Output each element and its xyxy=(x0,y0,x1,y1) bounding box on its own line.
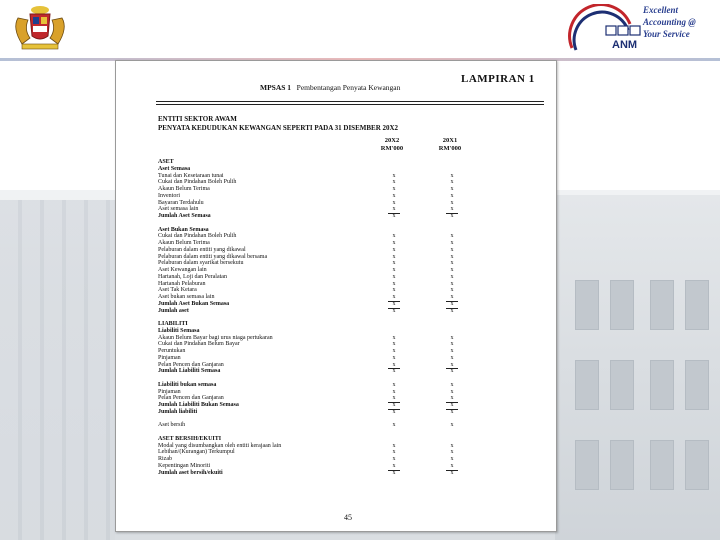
row-value-current: x xyxy=(392,233,396,240)
row-value-prior: x xyxy=(450,388,454,395)
row-value-prior: x xyxy=(446,294,458,302)
row-value-prior: x xyxy=(446,206,458,214)
row-value-prior: x xyxy=(450,287,454,294)
row-label: Jumlah liabiliti xyxy=(158,408,198,415)
statement-row xyxy=(158,355,498,362)
row-value-prior: x xyxy=(450,186,454,192)
statement-row xyxy=(158,335,498,342)
statement-row xyxy=(158,328,498,335)
row-value-current: x xyxy=(388,463,400,471)
row-value-prior: x xyxy=(450,449,454,456)
row-label: Liabiliti Semasa xyxy=(158,327,200,334)
row-label: Aset Tak Ketara xyxy=(158,287,197,294)
row-value-current: x xyxy=(392,186,396,192)
statement-row xyxy=(158,368,498,375)
row-value-current: x xyxy=(392,348,396,354)
statement-row xyxy=(158,267,498,274)
row-value-prior: x xyxy=(450,456,454,462)
row-value-prior: x xyxy=(450,442,454,449)
statement-row xyxy=(158,449,498,456)
row-value-prior: x xyxy=(446,301,458,309)
row-value-prior: x xyxy=(450,192,454,199)
row-label: ASET BERSIH/EKUITI xyxy=(158,435,222,442)
background-tower-right xyxy=(555,195,720,540)
row-value-current: x xyxy=(392,179,396,186)
row-label: Bayaran Terdahulu xyxy=(158,199,204,206)
background-tower-left xyxy=(0,200,115,540)
row-value-current: x xyxy=(392,287,396,294)
row-value-current: x xyxy=(392,388,396,395)
row-value-prior: x xyxy=(450,172,454,179)
statement-row xyxy=(158,301,498,308)
row-value-current: x xyxy=(388,206,400,214)
row-label: Pinjaman xyxy=(158,354,181,361)
row-label: Hartanah, Loji dan Peralatan xyxy=(158,273,227,280)
row-value-current: x xyxy=(392,273,396,280)
anm-wordmark: ANM xyxy=(612,39,638,51)
row-label: Pelaburan dalam entiti yang dikawal xyxy=(158,246,246,253)
row-value-current: x xyxy=(392,260,396,267)
row-value-prior: x xyxy=(450,469,454,476)
row-value-prior: x xyxy=(446,463,458,471)
row-value-prior: x xyxy=(450,273,454,280)
row-value-current: x xyxy=(392,422,396,429)
row-value-current: x xyxy=(392,368,396,375)
row-value-prior: x xyxy=(450,280,454,287)
row-value-current: x xyxy=(392,449,396,456)
row-label: LIABILITI xyxy=(158,321,188,327)
row-value-prior: x xyxy=(450,408,454,415)
row-value-current: x xyxy=(392,334,396,341)
statement-rows xyxy=(158,159,498,476)
statement-row xyxy=(158,213,498,220)
row-value-prior: x xyxy=(450,246,454,253)
row-label: Rizab xyxy=(158,456,172,462)
statement-row xyxy=(158,247,498,254)
statement-row xyxy=(158,341,498,348)
row-label: Pelan Pencen dan Ganjaran xyxy=(158,395,224,402)
statement-row xyxy=(158,227,498,234)
statement-row xyxy=(158,362,498,369)
row-value-current: x xyxy=(392,408,396,415)
row-value-current: x xyxy=(392,253,396,260)
row-value-prior: x xyxy=(450,199,454,206)
row-value-current: x xyxy=(388,294,400,302)
row-label: Hartanah Pelaburan xyxy=(158,280,206,287)
statement-row xyxy=(158,409,498,416)
row-value-current: x xyxy=(392,246,396,253)
statement-row xyxy=(158,240,498,247)
row-value-prior: x xyxy=(446,402,458,410)
row-label: Akaun Belum Terima xyxy=(158,186,210,192)
row-value-current: x xyxy=(388,402,400,410)
row-value-current: x xyxy=(388,362,400,370)
document-page xyxy=(115,60,557,532)
statement-row xyxy=(158,206,498,213)
statement-row xyxy=(158,281,498,288)
statement-row xyxy=(158,274,498,281)
row-value-prior: x xyxy=(450,354,454,361)
row-label: Kepentingan Minoriti xyxy=(158,462,211,469)
row-value-current: x xyxy=(388,395,400,403)
row-value-current: x xyxy=(392,213,396,219)
statement-row xyxy=(158,193,498,200)
column-header-current-year: 20X2 RM'000 xyxy=(380,137,404,152)
row-value-current: x xyxy=(392,280,396,287)
row-label: Peruntukan xyxy=(158,348,186,354)
statement-row xyxy=(158,375,498,382)
statement-row xyxy=(158,233,498,240)
row-value-prior: x xyxy=(450,368,454,375)
row-label: Jumlah Aset Semasa xyxy=(158,213,211,219)
row-label: Liabiliti bukan semasa xyxy=(158,381,217,388)
row-value-prior: x xyxy=(450,260,454,267)
row-label: Jumlah Liabiliti Bukan Semasa xyxy=(158,402,239,408)
row-value-current: x xyxy=(392,199,396,206)
row-value-current: x xyxy=(392,469,396,476)
statement-row xyxy=(158,314,498,321)
row-value-prior: x xyxy=(450,307,454,314)
row-label: Aset bersih xyxy=(158,422,186,429)
row-label: ASET xyxy=(158,159,174,165)
row-label: Aset Bukan Semasa xyxy=(158,226,209,233)
row-value-prior: x xyxy=(450,422,454,429)
statement-row xyxy=(158,173,498,180)
statement-row xyxy=(158,382,498,389)
statement-row xyxy=(158,321,498,328)
row-value-current: x xyxy=(392,456,396,462)
statement-row xyxy=(158,308,498,315)
row-label: Cukai dan Pindahan Boleh Pulih xyxy=(158,233,237,240)
coat-of-arms-logo xyxy=(8,4,72,52)
row-value-prior: x xyxy=(446,395,458,403)
statement-row xyxy=(158,159,498,166)
statement-row xyxy=(158,254,498,261)
row-label: Aset bukan semasa lain xyxy=(158,294,215,300)
row-value-prior: x xyxy=(450,213,454,219)
row-label: Jumlah Liabiliti Semasa xyxy=(158,368,221,375)
row-label: Pinjaman xyxy=(158,388,181,395)
statement-row xyxy=(158,220,498,227)
statement-row xyxy=(158,348,498,355)
statement-row xyxy=(158,294,498,301)
row-value-current: x xyxy=(392,307,396,314)
row-value-prior: x xyxy=(450,341,454,348)
row-value-prior: x xyxy=(446,362,458,370)
row-label: Pelan Pencen dan Ganjaran xyxy=(158,361,224,368)
row-label: Lebihan/(Kurangan) Terkumpul xyxy=(158,449,235,456)
row-label: Aset Semasa xyxy=(158,165,191,172)
row-value-prior: x xyxy=(450,179,454,186)
row-value-current: x xyxy=(392,192,396,199)
row-label: Akaun Belum Terima xyxy=(158,240,210,246)
statement-row xyxy=(158,395,498,402)
divider xyxy=(156,101,544,102)
row-value-prior: x xyxy=(450,267,454,273)
row-value-prior: x xyxy=(450,348,454,354)
statement-row xyxy=(158,389,498,396)
row-label: Inventori xyxy=(158,192,180,199)
row-value-current: x xyxy=(392,172,396,179)
page-number: 45 xyxy=(344,513,352,522)
statement-row xyxy=(158,186,498,193)
divider xyxy=(156,104,544,105)
appendix-label: LAMPIRAN 1 xyxy=(461,73,535,85)
statement-row xyxy=(158,260,498,267)
row-label: Cukai dan Pindahan Belum Bayar xyxy=(158,341,240,348)
row-value-prior: x xyxy=(450,253,454,260)
statement-row xyxy=(158,456,498,463)
statement-row xyxy=(158,436,498,443)
statement-row xyxy=(158,463,498,470)
row-label: Modal yang disumbangkan oleh entiti kerajaan lain xyxy=(158,442,282,449)
row-value-prior: x xyxy=(450,334,454,341)
row-label: Pelaburan dalam entiti yang dikawal bersama xyxy=(158,253,268,260)
column-header-prior-year: 20X1 RM'000 xyxy=(438,137,462,152)
statement-row xyxy=(158,402,498,409)
tagline: Excellent Accounting @ Your Service xyxy=(643,5,696,39)
statement-row xyxy=(158,166,498,173)
statement-row xyxy=(158,416,498,423)
statement-row xyxy=(158,422,498,429)
statement-row xyxy=(158,287,498,294)
row-value-current: x xyxy=(392,442,396,449)
row-value-current: x xyxy=(392,341,396,348)
row-value-current: x xyxy=(392,267,396,273)
row-label: Jumlah aset bersih/ekuiti xyxy=(158,469,223,476)
row-label: Jumlah Aset Bukan Semasa xyxy=(158,300,230,307)
row-label: Jumlah aset xyxy=(158,307,189,314)
row-label: Cukai dan Pindahan Boleh Pulih xyxy=(158,179,237,186)
statement-row xyxy=(158,200,498,207)
statement-row xyxy=(158,179,498,186)
statement-row xyxy=(158,429,498,436)
row-value-current: x xyxy=(392,240,396,246)
row-label: Pelaburan dalam syarikat bersekutu xyxy=(158,260,244,267)
row-label: Tunai dan Kesetaraan tunai xyxy=(158,172,224,179)
statement-heading: ENTITI SEKTOR AWAM PENYATA KEDUDUKAN KEWANGAN SEPERTI PADA 31 DISEMBER 20X2 xyxy=(158,115,399,132)
standard-title: MPSAS 1 Pembentangan Penyata Kewangan xyxy=(260,83,401,92)
row-label: Aset Kewangan lain xyxy=(158,267,207,273)
row-label: Akaun Belum Bayar bagi urus niaga pertukaran xyxy=(158,334,273,341)
row-value-current: x xyxy=(392,381,396,388)
row-value-prior: x xyxy=(450,240,454,246)
row-value-prior: x xyxy=(450,233,454,240)
statement-row xyxy=(158,470,498,477)
row-value-prior: x xyxy=(450,381,454,388)
row-value-current: x xyxy=(388,301,400,309)
row-label: Aset semasa lain xyxy=(158,206,199,213)
row-value-current: x xyxy=(392,354,396,361)
